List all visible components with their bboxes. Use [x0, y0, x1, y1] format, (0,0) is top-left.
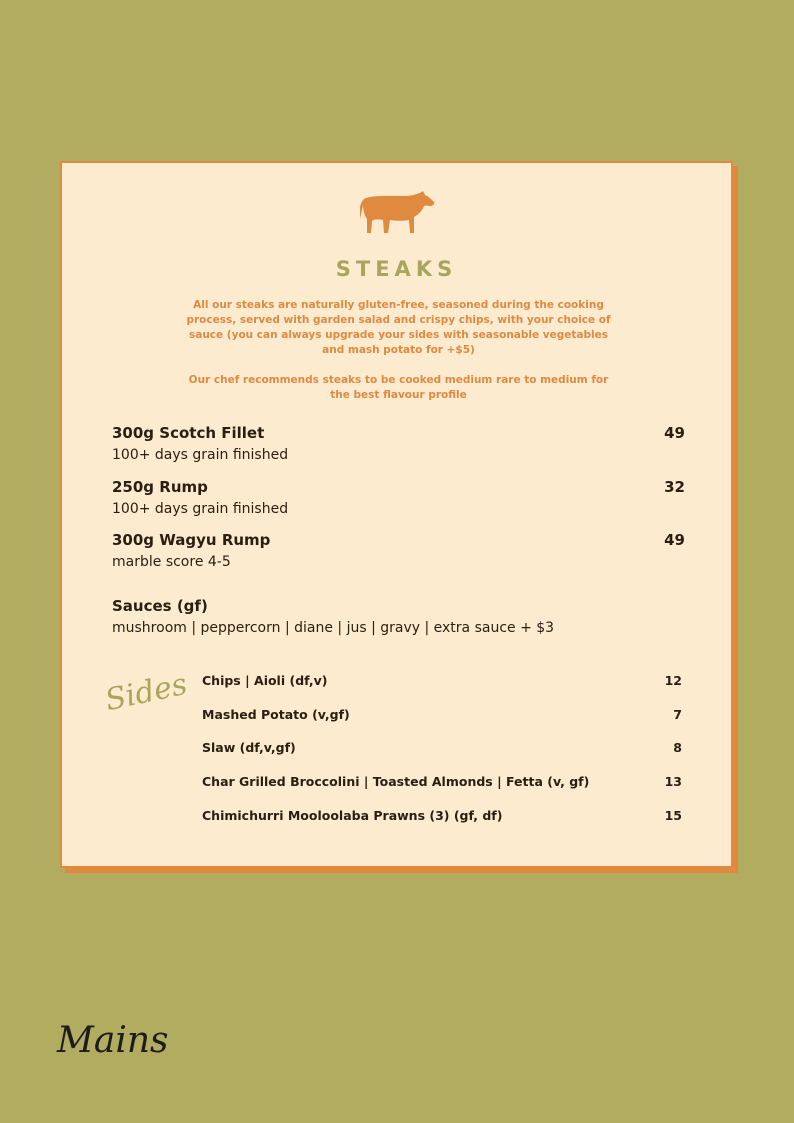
- svg-text:Mains: Mains: [57, 1020, 169, 1061]
- mains-script-label: [55, 1010, 170, 1070]
- chef-recommendation: Our chef recommends steaks to be cooked medium rare to medium for the best flavour profile: [188, 374, 609, 401]
- cow-icon: [360, 189, 436, 237]
- menu-item-wagyu-rump: [112, 531, 685, 570]
- item-price: 32: [664, 478, 685, 496]
- side-item: [202, 673, 682, 688]
- side-price: 15: [664, 808, 682, 823]
- svg-text:Sides: Sides: [102, 666, 191, 719]
- side-item: [202, 808, 682, 823]
- item-name: 300g Wagyu Rump: [112, 531, 271, 549]
- menu-item-scotch-fillet: [112, 424, 685, 463]
- item-name: Sauces (gf): [112, 597, 208, 615]
- side-item: [202, 707, 682, 722]
- sides-script-heading: [102, 663, 192, 723]
- menu-item-sauces: [112, 597, 685, 636]
- item-description: 100+ days grain finished: [112, 501, 289, 517]
- side-price: 13: [664, 774, 682, 789]
- side-item: [202, 740, 682, 755]
- side-price: 7: [673, 707, 682, 722]
- side-name: Char Grilled Broccolini | Toasted Almonds | Fetta (v, gf): [202, 774, 590, 789]
- side-price: 8: [673, 740, 682, 755]
- side-name: Chips | Aioli (df,v): [202, 673, 328, 688]
- item-name: 250g Rump: [112, 478, 208, 496]
- steaks-menu-card: [60, 161, 733, 868]
- side-price: 12: [664, 673, 682, 688]
- item-price: 49: [664, 531, 685, 549]
- item-name: 300g Scotch Fillet: [112, 424, 265, 442]
- side-name: Slaw (df,v,gf): [202, 740, 296, 755]
- item-description: marble score 4-5: [112, 554, 231, 570]
- item-description: 100+ days grain finished: [112, 447, 289, 463]
- side-name: Chimichurri Mooloolaba Prawns (3) (gf, df): [202, 808, 503, 823]
- item-price: 49: [664, 424, 685, 442]
- menu-item-rump: [112, 478, 685, 517]
- intro-text: All our steaks are naturally gluten-free, seasoned during the cooking process, served with garden salad and crispy chips, with your choice of sauce (you can always upgrade your sides with seasonable vegetables and mash potato for +$5): [186, 299, 611, 356]
- side-name: Mashed Potato (v,gf): [202, 707, 350, 722]
- sauce-options: mushroom | peppercorn | diane | jus | gravy | extra sauce + $3: [112, 620, 555, 636]
- side-item: [202, 774, 682, 789]
- section-title: STEAKS: [335, 257, 458, 281]
